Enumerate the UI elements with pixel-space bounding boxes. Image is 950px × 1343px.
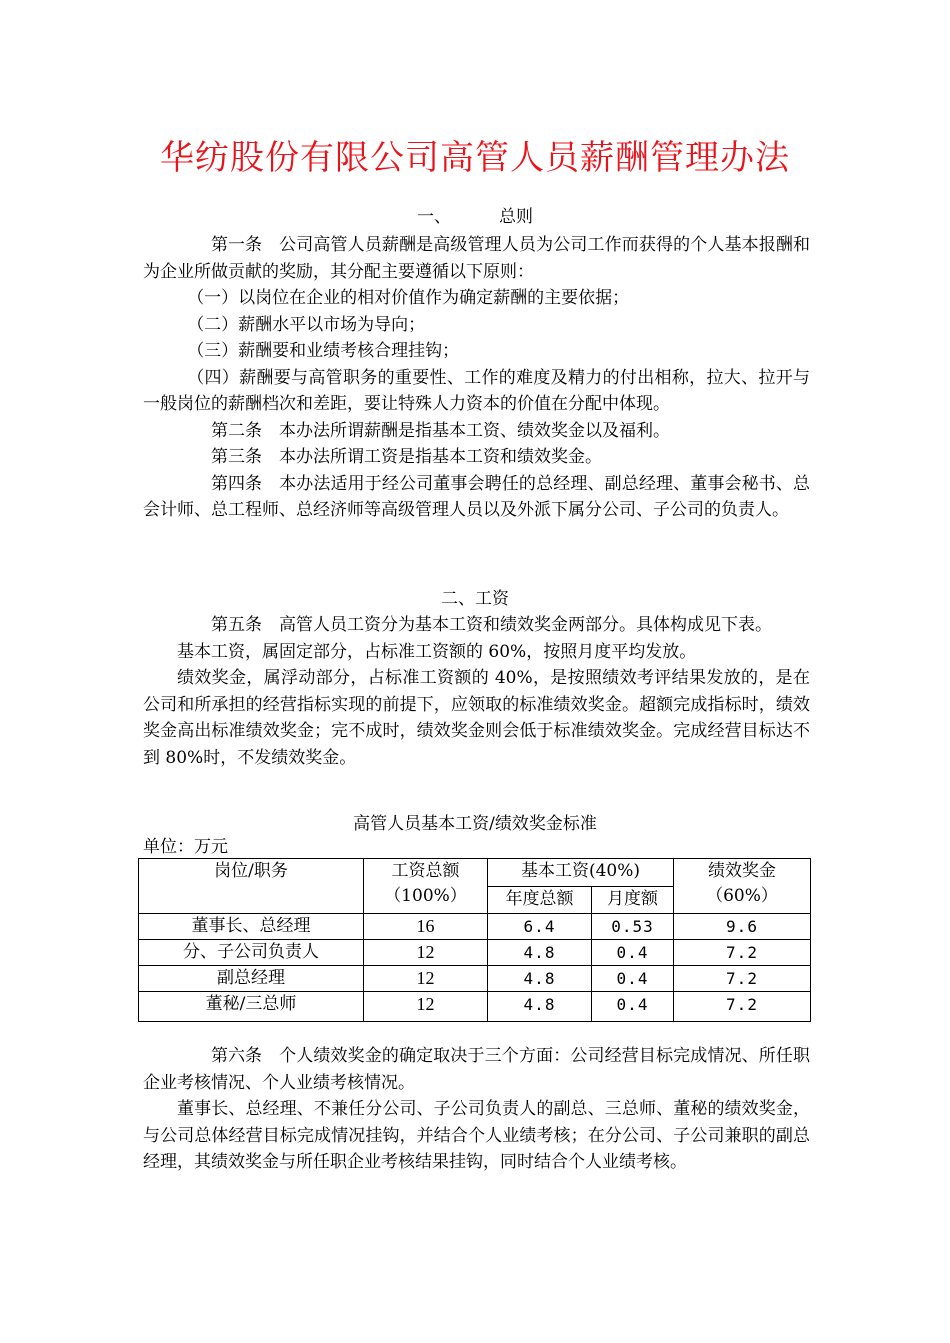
article-number: 第四条 xyxy=(211,473,262,494)
header-position: 岗位/职务 xyxy=(139,859,364,914)
principle-3: （三）薪酬要和业绩考核合理挂钩； xyxy=(187,341,460,361)
article-5 xyxy=(143,612,810,639)
cell-position: 董秘/三总师 xyxy=(139,992,364,1022)
article-text: 本办法所谓工资是指基本工资和绩效奖金。 xyxy=(279,447,602,467)
cell-position: 董事长、总经理 xyxy=(139,914,364,940)
section-heading-general xyxy=(0,204,950,230)
header-annual-total: 年度总额 xyxy=(488,886,592,914)
header-performance-bonus xyxy=(674,859,811,914)
cell-monthly: 0.4 xyxy=(592,992,674,1022)
article-text: 本办法适用于经公司董事会聘任的总经理、副总经理、董事会秘书、总会计师、总工程师、总经济师等高级管理人员以及外派下属分公司、子公司的负责人。 xyxy=(143,473,810,520)
cell-annual: 4.8 xyxy=(488,966,592,992)
cell-monthly: 0.4 xyxy=(592,940,674,966)
table-row xyxy=(139,966,811,992)
article-6 xyxy=(143,1043,810,1096)
section-name: 总则 xyxy=(499,207,533,227)
paragraph-bonus-linkage: 董事长、总经理、不兼任分公司、子公司负责人的副总、三总师、董秘的绩效奖金，与公司总体经营目标完成情况挂钩，并结合个人业绩考核；在分公司、子公司兼职的副总经理，其绩效奖金与所任职企业考核结果挂钩，同时结合个人业绩考核。 xyxy=(143,1099,810,1172)
article-2 xyxy=(143,418,810,445)
section-number: 一、 xyxy=(417,207,451,227)
cell-total: 12 xyxy=(364,940,488,966)
section-general-body xyxy=(143,232,810,524)
table-header-row xyxy=(139,859,811,887)
cell-position: 副总经理 xyxy=(139,966,364,992)
header-total-label: 工资总额 xyxy=(391,861,460,881)
principle-1: （一）以岗位在企业的相对价值作为确定薪酬的主要依据； xyxy=(187,288,630,308)
document-title: 华纺股份有限公司高管人员薪酬管理办法 xyxy=(160,138,790,178)
cell-total: 12 xyxy=(364,966,488,992)
table-row xyxy=(139,992,811,1022)
article-number: 第五条 xyxy=(211,615,262,635)
article-4 xyxy=(143,471,810,524)
cell-bonus: 7.2 xyxy=(674,966,811,992)
cell-annual: 4.8 xyxy=(488,992,592,1022)
article-3 xyxy=(143,444,810,471)
cell-total: 16 xyxy=(364,914,488,940)
cell-annual: 4.8 xyxy=(488,940,592,966)
header-total-percent: （100%） xyxy=(384,886,467,906)
cell-bonus: 7.2 xyxy=(674,940,811,966)
article-text: 公司高管人员薪酬是高级管理人员为公司工作而获得的个人基本报酬和为企业所做贡献的奖励，其分配主要遵循以下原则： xyxy=(143,235,810,282)
article-1 xyxy=(143,232,810,285)
table-unit: 单位：万元 xyxy=(143,837,228,857)
article-number: 第三条 xyxy=(211,447,262,467)
cell-total: 12 xyxy=(364,992,488,1022)
cell-annual: 6.4 xyxy=(488,914,592,940)
principle-4: （四）薪酬要与高管职务的重要性、工作的难度及精力的付出相称，拉大、拉开与一般岗位的薪酬档次和差距，要让特殊人力资本的价值在分配中体现。 xyxy=(143,367,810,414)
cell-bonus: 9.6 xyxy=(674,914,811,940)
header-total-salary xyxy=(364,859,488,914)
principle-2: （二）薪酬水平以市场为导向； xyxy=(187,314,426,335)
section-salary-body xyxy=(143,612,810,771)
header-monthly-amount: 月度额 xyxy=(592,886,674,914)
article-number: 第一条 xyxy=(211,235,262,255)
header-basic-salary: 基本工资(40%) xyxy=(488,859,674,887)
table-title: 高管人员基本工资/绩效奖金标准 xyxy=(353,814,597,834)
header-bonus-label: 绩效奖金 xyxy=(708,861,776,881)
paragraph-basic-salary: 基本工资，属固定部分，占标准工资额的 60%，按照月度平均发放。 xyxy=(177,641,697,662)
article-text: 个人绩效奖金的确定取决于三个方面：公司经营目标完成情况、所任职企业考核情况、个人业绩考核情况。 xyxy=(143,1046,810,1093)
table-row xyxy=(139,940,811,966)
section-heading-salary: 二、工资 xyxy=(441,589,509,609)
cell-monthly: 0.53 xyxy=(592,914,674,940)
cell-position: 分、子公司负责人 xyxy=(139,940,364,966)
article-text: 高管人员工资分为基本工资和绩效奖金两部分。具体构成见下表。 xyxy=(279,615,772,635)
cell-monthly: 0.4 xyxy=(592,966,674,992)
salary-standard-table xyxy=(138,858,811,1022)
header-bonus-percent: （60%） xyxy=(706,886,778,906)
article-text: 本办法所谓薪酬是指基本工资、绩效奖金以及福利。 xyxy=(279,420,670,441)
paragraph-performance-bonus: 绩效奖金，属浮动部分，占标准工资额的 40%，是按照绩效考评结果发放的，是在公司和所承担的经营指标实现的前提下，应领取的标准绩效奖金。超额完成指标时，绩效奖金高出标准绩效奖金；完不成时，绩效奖金则会低于标准绩效奖金。完成经营目标达不到 80%时，不发绩效奖金。 xyxy=(143,668,810,768)
section-bonus-body xyxy=(143,1043,810,1176)
article-number: 第六条 xyxy=(211,1046,262,1066)
table-row xyxy=(139,914,811,940)
article-number: 第二条 xyxy=(211,420,262,441)
cell-bonus: 7.2 xyxy=(674,992,811,1022)
